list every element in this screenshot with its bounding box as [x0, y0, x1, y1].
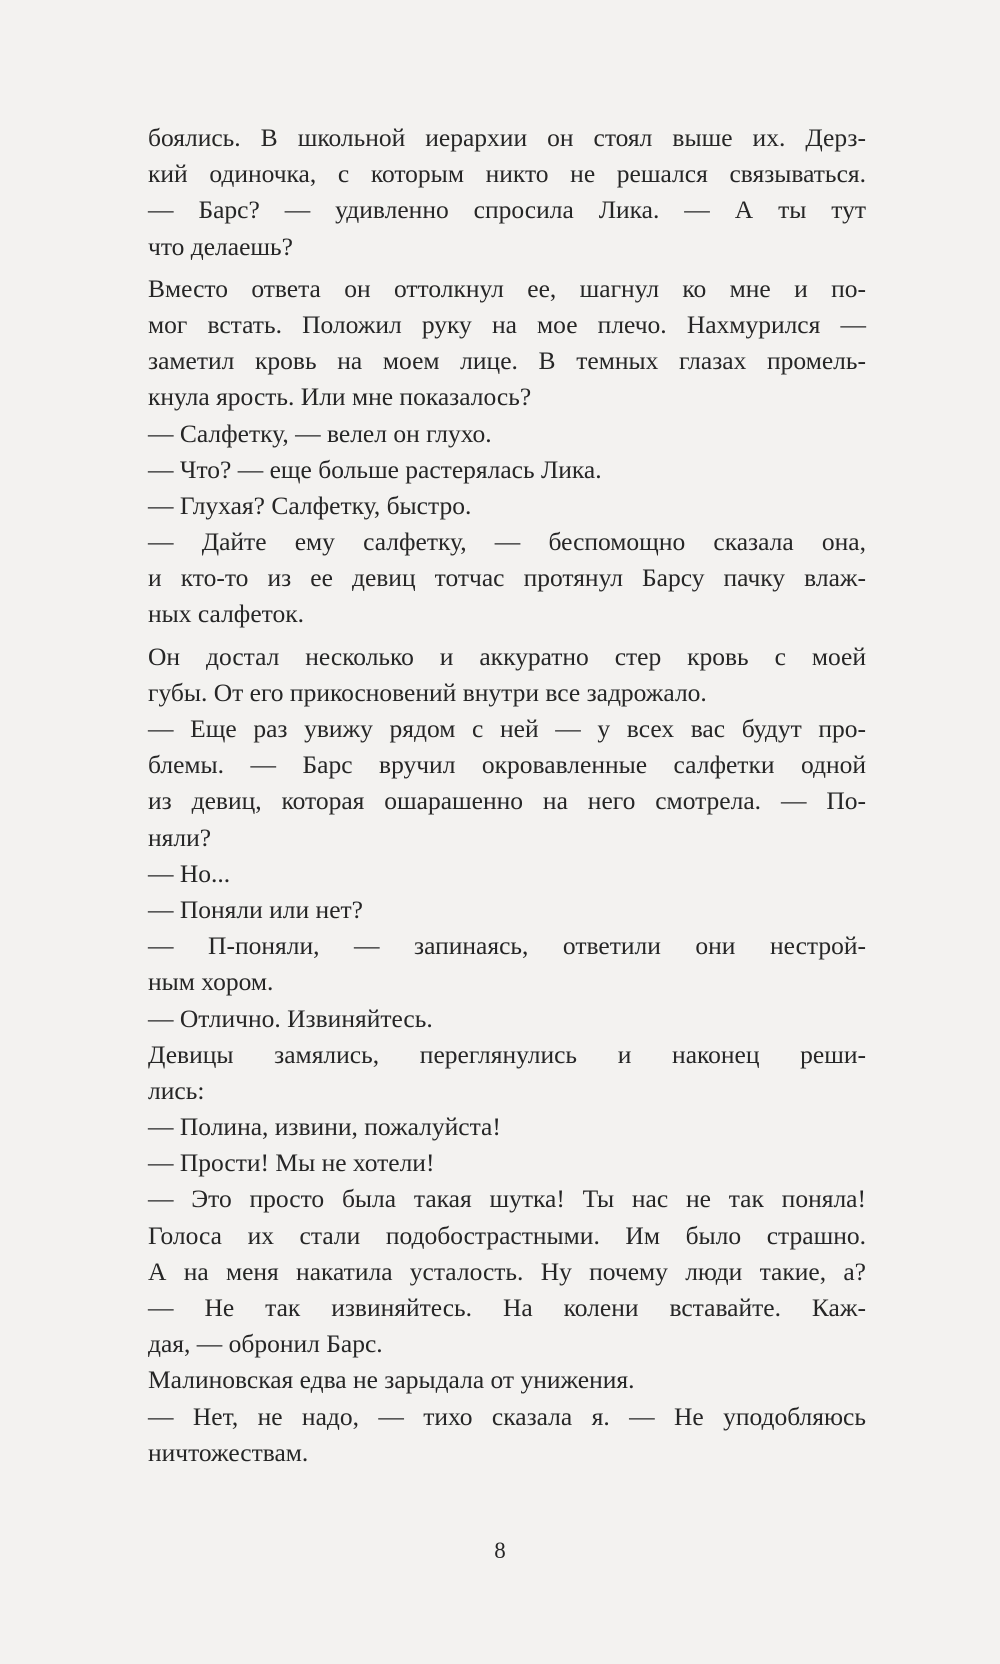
text-line: — Это просто была такая шутка! Ты нас не так поняла!: [148, 1184, 866, 1214]
text-line: ным хором.: [148, 967, 274, 997]
page-number: 8: [494, 1538, 506, 1563]
text-line: лись:: [148, 1075, 205, 1105]
text-line: мог встать. Положил руку на мое плечо. Нахмурился —: [148, 309, 866, 339]
text-line: — П-поняли, — запинаясь, ответили они нестрой-: [148, 931, 866, 961]
text-line: — Еще раз увижу рядом с ней — у всех вас будут про-: [148, 714, 866, 743]
text-line: ных салфеток.: [148, 599, 304, 629]
text-line: — Полина, извини, пожалуйста!: [148, 1112, 501, 1142]
body-text: [148, 120, 866, 1471]
text-line: — Поняли или нет?: [148, 894, 363, 924]
text-line: из девиц, которая ошарашенно на него смотрела. — По-: [148, 786, 866, 816]
text-line: — Барс? — удивленно спросила Лика. — А ты тут: [148, 195, 866, 225]
text-line: — Нет, не надо, — тихо сказала я. — Не уподобляюсь: [148, 1401, 866, 1431]
text-line: — Не так извиняйтесь. На колени вставайте. Каж-: [148, 1293, 866, 1322]
text-line: — Дайте ему салфетку, — беспомощно сказала она,: [148, 527, 866, 557]
text-line: няли?: [148, 822, 212, 852]
text-line: — Но...: [148, 858, 231, 888]
text-line: — Что? — еще больше растерялась Лика.: [148, 454, 602, 484]
text-line: Вместо ответа он оттолкнул ее, шагнул ко мне и по-: [148, 273, 866, 303]
text-line: — Салфетку, — велел он глухо.: [148, 418, 492, 448]
text-line: боялись. В школьной иерархии он стоял выше их. Дерз-: [148, 123, 866, 152]
text-line: блемы. — Барс вручил окровавленные салфетки одной: [148, 750, 866, 780]
text-line: Он достал несколько и аккуратно стер кровь с моей: [148, 641, 866, 671]
text-line: Девицы замялись, переглянулись и наконец реши-: [148, 1039, 866, 1069]
text-line: что делаешь?: [148, 231, 293, 261]
text-line: — Отлично. Извиняйтесь.: [148, 1003, 433, 1033]
text-line: кий одиночка, с которым никто не решался связываться.: [148, 159, 866, 189]
text-line: заметил кровь на моем лице. В темных глазах промель-: [148, 346, 866, 376]
text-line: А на меня накатила усталость. Ну почему люди такие, а?: [148, 1256, 866, 1286]
text-line: — Глухая? Салфетку, быстро.: [148, 490, 472, 520]
text-line: и кто-то из ее девиц тотчас протянул Барсу пачку влаж-: [148, 563, 866, 593]
text-line: Голоса их стали подобострастными. Им было страшно.: [148, 1220, 866, 1250]
text-line: Малиновская едва не зарыдала от унижения.: [148, 1365, 635, 1395]
text-line: дая, — обронил Барс.: [148, 1329, 383, 1359]
text-line: ничтожествам.: [148, 1437, 309, 1467]
text-line: — Прости! Мы не хотели!: [148, 1148, 435, 1178]
text-line: губы. От его прикосновений внутри все задрожало.: [148, 677, 707, 707]
text-line: кнула ярость. Или мне показалось?: [148, 382, 532, 412]
